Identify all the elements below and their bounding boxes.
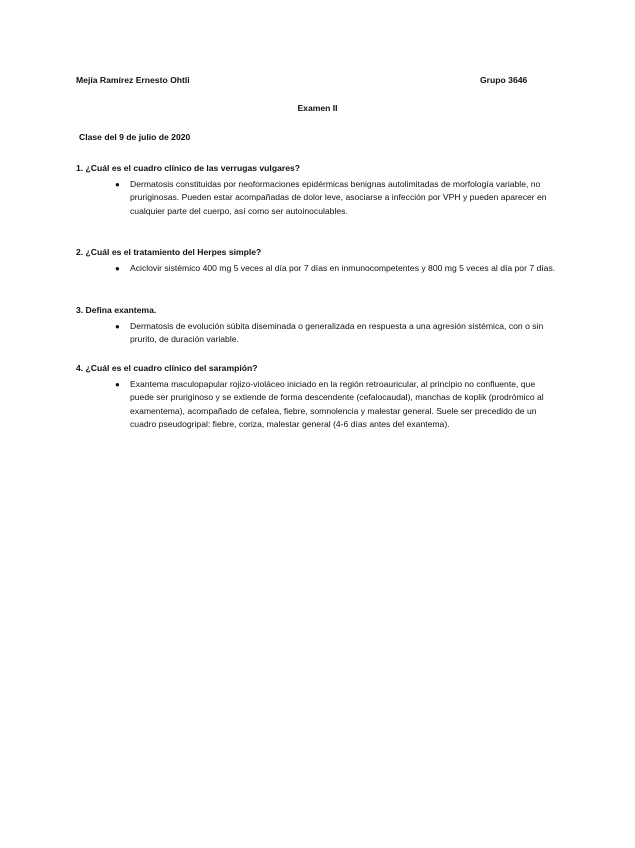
answer-item xyxy=(76,178,556,219)
author-name: Mejía Ramírez Ernesto Ohtli xyxy=(76,75,190,85)
question-title: 3. Defina exantema. xyxy=(76,305,157,315)
answer-list xyxy=(76,320,556,347)
bullet-icon: ● xyxy=(115,321,120,331)
question-title: 4. ¿Cuál es el cuadro clínico del sarampión? xyxy=(76,363,258,373)
question-title: 1. ¿Cuál es el cuadro clínico de las verrugas vulgares? xyxy=(76,163,301,173)
answer-text: Dermatosis de evolución súbita diseminada o generalizada en respuesta a una agresión sistémica, con o sin prurito, de duración variable. xyxy=(130,320,544,345)
question-1 xyxy=(76,162,556,218)
answer-list xyxy=(76,178,556,219)
question-3 xyxy=(76,304,556,347)
class-date: Clase del 9 de julio de 2020 xyxy=(79,132,191,142)
answer-list xyxy=(76,262,556,276)
bullet-icon: ● xyxy=(115,263,120,273)
bullet-icon: ● xyxy=(115,179,120,189)
answer-text: Dermatosis constituidas por neoformaciones epidérmicas benignas autolimitadas de morfología variable, no pruriginosas. Pueden estar acompañadas de dolor leve, asociarse a infección por VPH y pueden aparecer en cualquier parte del cuerpo, así como ser autoinoculables. xyxy=(130,178,547,216)
exam-title: Examen II xyxy=(297,103,338,113)
answer-text: Exantema maculopapular rojizo-violáceo iniciado en la región retroauricular, al principio no confluente, que puede ser pruriginoso y se extiende de forma descendente (cefalocaudal), manchas de koplik (prodrómico al examentema), acompañado de cefalea, fiebre, somnolencia y malestar general. Suele ser precedido de un cuadro pseudogripal: fiebre, coriza, malestar general (4-6 días antes del exantema). xyxy=(130,378,544,430)
answer-item xyxy=(76,320,556,347)
group-number: Grupo 3646 xyxy=(480,75,528,85)
answer-item xyxy=(76,378,556,432)
bullet-icon: ● xyxy=(115,379,120,389)
question-title: 2. ¿Cuál es el tratamiento del Herpes simple? xyxy=(76,247,262,257)
question-2 xyxy=(76,246,556,275)
answer-item xyxy=(76,262,556,276)
question-4 xyxy=(76,362,556,432)
answer-list xyxy=(76,378,556,432)
answer-text: Aciclovir sistémico 400 mg 5 veces al día por 7 días en inmunocompetentes y 800 mg 5 veces al día por 7 días. xyxy=(130,262,556,273)
